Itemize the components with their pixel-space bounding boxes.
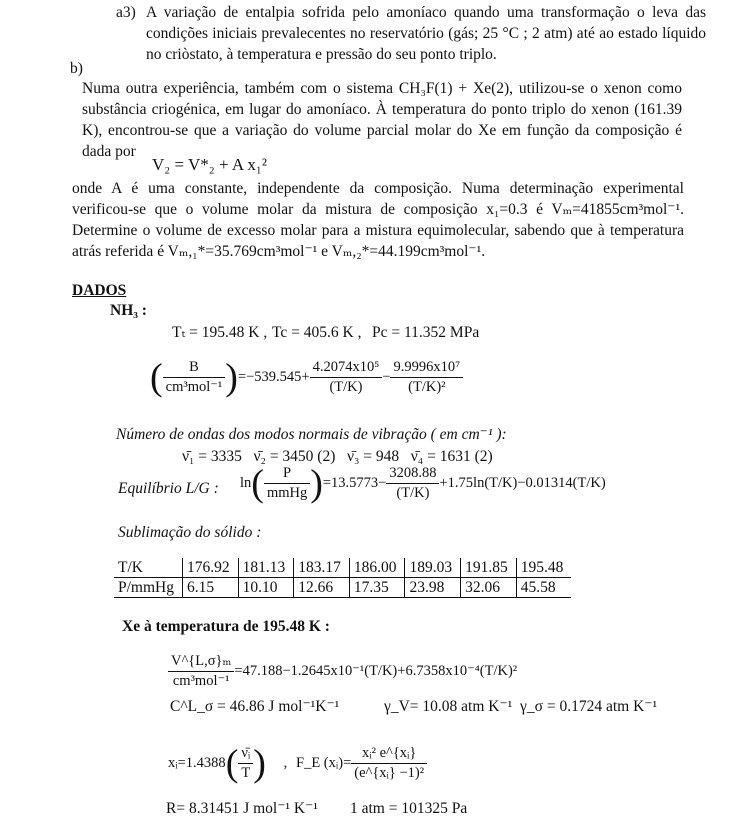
table-cell: 17.35 — [349, 578, 405, 598]
item-b-paragraph-1: Numa outra experiência, também com o sistema CH₃F(1) + Xe(2), utilizou-se o xenon como substância criogénica, em lugar do amoníaco. À temperatura do ponto triplo do xenon (161.39 K), encontrou-se que a variação do volume parcial molar do Xe em função da composição é dada por — [82, 80, 682, 160]
item-a3-label: a3) — [116, 4, 136, 21]
nh3-triple-temperature: Tₜ = 195.48 K , — [172, 324, 268, 341]
heat-capacity: C^L_σ = 46.86 J mol⁻¹K⁻¹ — [170, 698, 340, 715]
b-denominator: cm³mol⁻¹ — [163, 377, 226, 397]
dados-heading: DADOS — [72, 282, 127, 299]
table-cell: 6.15 — [182, 578, 238, 598]
wavenumbers-label: Número de ondas dos modos normais de vibração ( em cm⁻¹ ): — [116, 426, 507, 443]
xe-heading: Xe à temperatura de 195.48 K : — [122, 618, 330, 635]
b-term-2: $\frac{\text{9.9996x10⁷}}{\text{(T/K)²}}$ — [390, 358, 463, 397]
pressure-fraction: $\frac{P}{\text{mmHg}}$ — [264, 464, 310, 503]
einstein-function: F_E (xᵢ)= $\frac{\text{xᵢ² e\textasciicircum{}\{xᵢ\}}}{\text{(e\textasciicircum{}\{xᵢ\} −1)²}}$ — [296, 744, 427, 783]
item-b-equation: V₂ = V*₂ + A x₁² — [152, 155, 267, 174]
gas-constant: R= 8.31451 J mol⁻¹ K⁻¹ — [166, 800, 318, 817]
equilibrium-equation: ln( $\frac{P}{\text{mmHg}}$ )=13.5773− $\frac{3208.88}{(T/K)}$ +1.75ln(T/K)−0.01314(T/K) — [240, 462, 606, 505]
xi-definition: xᵢ=1.4388( $\frac{\text{ν̄ᵢ}}{T}$ ) , — [168, 742, 288, 785]
item-a3-text: A variação de entalpia sofrida pelo amoníaco quando uma transformação o leva das condições iniciais prevalecentes no reservatório (gás; 25 °C ; 2 atm) até ao estado líquido no criòstato, à temperatura e pressão do seu ponto triplo. — [146, 4, 706, 63]
b-term-1: $\frac{\text{4.2074x10⁵}}{(T/K)}$ — [310, 358, 383, 397]
b-constant: =−539.545+ — [237, 368, 310, 385]
table-row — [114, 578, 571, 598]
table-cell: 12.66 — [294, 578, 350, 598]
table-cell: 10.10 — [238, 578, 294, 598]
table-cell: T/K — [114, 558, 182, 578]
table-cell: 189.03 — [405, 558, 461, 578]
table-cell: 181.13 — [238, 558, 294, 578]
table-cell: 191.85 — [461, 558, 517, 578]
equilibrium-term: $\frac{3208.88}{(T/K)}$ — [386, 464, 439, 503]
equilibrium-label: Equilíbrio L/G : — [118, 480, 219, 497]
table-cell: 183.17 — [294, 558, 350, 578]
b-fraction — [163, 358, 226, 397]
gamma-sigma: γ_σ = 0.1724 atm K⁻¹ — [520, 698, 658, 715]
b-minus: − — [382, 368, 391, 385]
table-cell: 176.92 — [182, 558, 238, 578]
wavenumbers-values: ν̄₁ = 3335 ν̄₂ = 3450 (2) ν̄₃ = 948 ν̄₄ = 1631 (2) — [182, 448, 493, 465]
volume-fraction: $\frac{\text{V\textasciicircum{}\{L,σ\}ₘ}}{\text{cm³mol⁻¹}}$ — [168, 652, 234, 691]
b-numerator: B — [189, 359, 199, 375]
nh3-critical-pressure: Pc = 11.352 MPa — [372, 324, 480, 341]
item-b-label: b) — [70, 60, 83, 77]
table-cell: P/mmHg — [114, 578, 182, 598]
item-b-paragraph-2: onde A é uma constante, independente da composição. Numa determinação experimental verificou-se que o volume molar da mistura de composição x₁=0.3 é Vₘ=41855cm³mol⁻¹. Determine o volume de excesso molar para a mistura equimolecular, sabendo que à temperatura atrás referida é Vₘ,₁*=35.769cm³mol⁻¹ e Vₘ,₂*=44.199cm³mol⁻¹. — [72, 180, 684, 260]
table-row — [114, 558, 571, 578]
table-cell: 186.00 — [349, 558, 405, 578]
nh3-critical-temperature: Tc = 405.6 K , — [272, 324, 362, 341]
sublimation-table — [114, 558, 571, 598]
table-cell: 45.58 — [516, 578, 571, 598]
xi-fraction: $\frac{\text{ν̄ᵢ}}{T}$ — [238, 744, 253, 783]
virial-b-equation: ( $\frac{B}{\text{cm³mol⁻¹}}$ )=−539.545+ $\frac{\text{4.2074x10⁵}}{(T/K)}$ − $\frac{\text{9.9996x10⁷}}{\text{(T/K)²}}$ — [150, 358, 463, 397]
table-cell: 32.06 — [461, 578, 517, 598]
fe-fraction: $\frac{\text{xᵢ² e\textasciicircum{}\{xᵢ\}}}{\text{(e\textasciicircum{}\{xᵢ\} −1)²}}$ — [351, 744, 427, 783]
gamma-v: γ_V= 10.08 atm K⁻¹ — [384, 698, 513, 715]
xe-volume-equation: $\frac{\text{V\textasciicircum{}\{L,σ\}ₘ}}{\text{cm³mol⁻¹}}$ =47.188−1.2645x10⁻¹(T/K)+6.7358x10⁻⁴(T/K)² — [168, 652, 517, 691]
table-cell: 23.98 — [405, 578, 461, 598]
table-cell: 195.48 — [516, 558, 571, 578]
nh3-label: NH₃ : — [110, 302, 147, 319]
sublimation-label: Sublimação do sólido : — [118, 524, 262, 541]
atm-conversion: 1 atm = 101325 Pa — [350, 800, 468, 817]
